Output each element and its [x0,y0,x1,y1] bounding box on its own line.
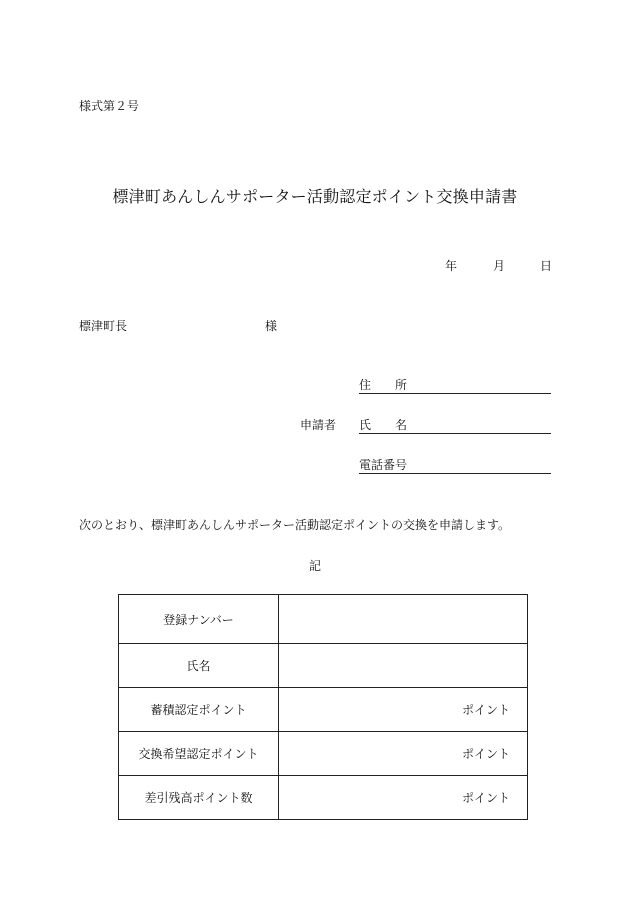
row-value[interactable]: ポイント [279,732,528,776]
row-label: 交換希望認定ポイント [119,732,279,776]
addressee: 標津町長 [79,319,128,333]
table-row [119,644,528,688]
document-title: 標津町あんしんサポーター活動認定ポイント交換申請書 [112,187,518,206]
row-value[interactable] [279,595,528,644]
points-table [118,594,528,820]
application-statement: 次のとおり、標津町あんしんサポーター活動認定ポイントの交換を申請します。 [79,518,511,532]
row-label: 蓄積認定ポイント [119,688,279,732]
date-month-label: 月 [493,259,506,273]
date-year-label: 年 [445,259,458,273]
ki-mark: 記 [308,559,321,573]
address-field[interactable] [359,376,551,394]
name-label: 氏 名 [359,418,408,432]
date-day-label: 日 [540,259,553,273]
table-row [119,732,528,776]
row-value[interactable] [279,644,528,688]
table-row [119,776,528,820]
table-row [119,595,528,644]
form-number: 様式第２号 [79,99,140,113]
row-value[interactable]: ポイント [279,776,528,820]
address-label: 住 所 [359,378,408,392]
table-row [119,688,528,732]
phone-field[interactable] [359,456,551,474]
applicant-label: 申請者 [300,418,337,432]
row-label: 氏名 [119,644,279,688]
phone-label: 電話番号 [359,458,408,472]
honorific: 様 [265,319,278,333]
row-label: 登録ナンバー [119,595,279,644]
row-value[interactable]: ポイント [279,688,528,732]
row-label: 差引残高ポイント数 [119,776,279,820]
name-field[interactable] [359,416,551,434]
